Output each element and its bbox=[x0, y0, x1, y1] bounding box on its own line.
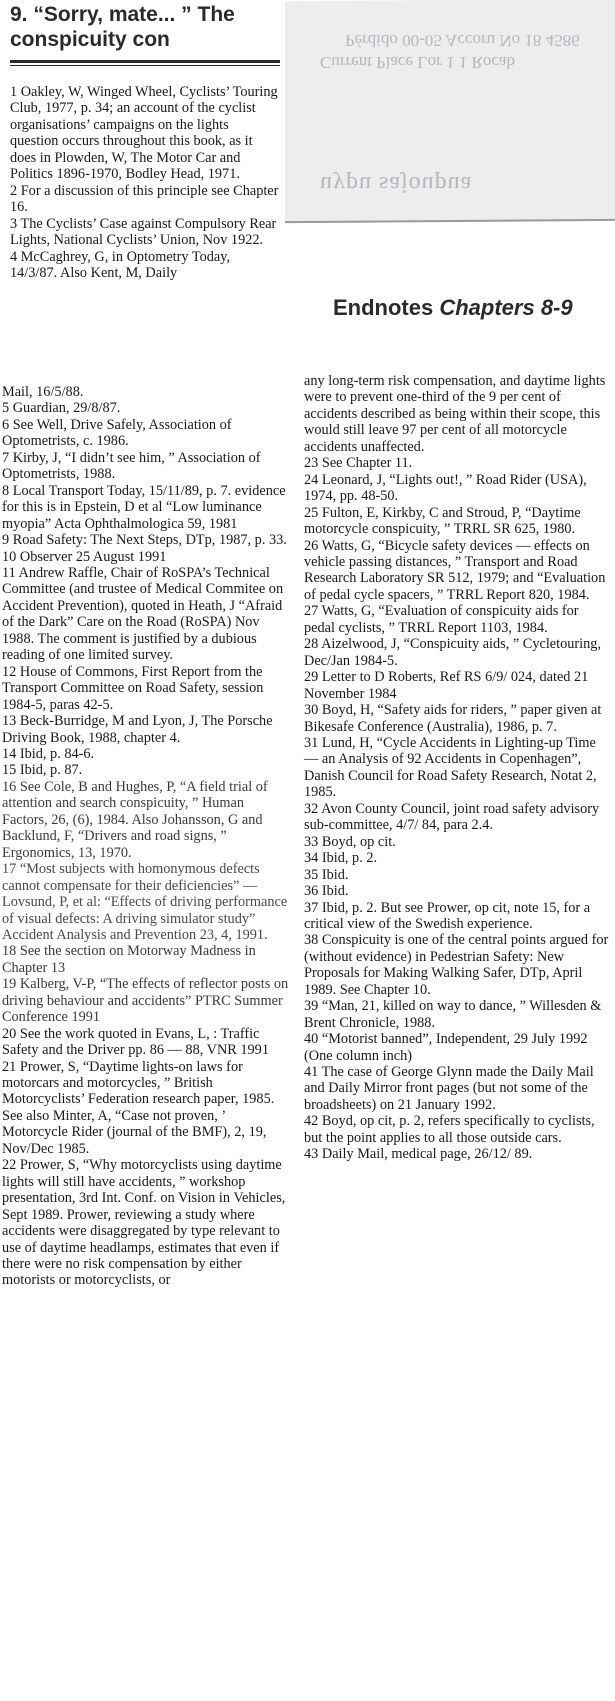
endnote: 2 For a discussion of this principle see Chapter 16. bbox=[10, 182, 279, 216]
endnote: 17 “Most subjects with homonymous defects cannot compensate for their deficiencies” — Lovsund, P, et al: “Effects of driving performance of visual defects: A driving simulator study” Accident Analysis and Prevention 23, 4, 1991. bbox=[2, 861, 288, 943]
endnote: 38 Conspicuity is one of the central points argued for (without evidence) in Pedestrian Safety: New Proposals for Making Walking Safer, DTp, April 1989. See Chapter 10. bbox=[304, 932, 609, 998]
endnote: 16 See Cole, B and Hughes, P, “A field trial of attention and search conspicuity, ” Human Factors, 26, (6), 1984. Also Johansson, G and Backlund, F, “Drivers and road signs, ” Ergonomics, 13, 1970. bbox=[2, 778, 268, 861]
endnote: 18 See the section on Motorway Madness in Chapter 13 bbox=[2, 943, 256, 976]
endnote: 13 Beck-Burridge, M and Lyon, J, The Porsche Driving Book, 1988, chapter 4. bbox=[2, 713, 273, 746]
endnote: 25 Fulton, E, Kirkby, C and Stroud, P, “Daytime motorcycle conspicuity, ” TRRL SR 625, 1980. bbox=[304, 504, 581, 538]
endnote: 19 Kalberg, V-P, “The effects of reflector posts on driving behaviour and accidents” PTRC Summer Conference 1991 bbox=[2, 976, 289, 1026]
endnote: 29 Letter to D Roberts, Ref RS 6/9/ 024, dated 21 November 1984 bbox=[304, 669, 589, 702]
endnote: 37 Ibid, p. 2. But see Prower, op cit, note 15, for a critical view of the Swedish experience. bbox=[304, 899, 591, 932]
endnotes-title bbox=[333, 295, 573, 321]
endnote: 40 “Motorist banned”, Independent, 29 July 1992 (One column inch) bbox=[304, 1031, 588, 1064]
bleed-through-text: uypu sajoupua bbox=[320, 171, 473, 197]
endnote: 9 Road Safety: The Next Steps, DTp, 1987, p. 33. bbox=[2, 532, 287, 549]
endnote: 7 Kirby, J, “I didn’t see him, ” Association of Optometrists, 1988. bbox=[2, 449, 261, 483]
endnote: 35 Ibid. bbox=[304, 866, 349, 883]
endnote: 1 Oakley, W, Winged Wheel, Cyclists’ Touring Club, 1977, p. 34; an account of the cyclist organisations’ campaigns on the lights question occurs throughout this book, as it does in Plowden, W, The Motor Car and Politics 1896-1970, Bodley Head, 1971. bbox=[10, 84, 278, 183]
notes-column-a bbox=[10, 84, 280, 281]
notes-column-b bbox=[2, 384, 292, 1289]
endnote: 23 See Chapter 11. bbox=[304, 455, 413, 472]
endnotes-title-main: Endnotes bbox=[333, 295, 440, 320]
endnote: 32 Avon County Council, joint road safety advisory sub-committee, 4/7/ 84, para 2.4. bbox=[304, 800, 600, 834]
endnote: 14 Ibid, p. 84-6. bbox=[2, 745, 95, 762]
endnote: 39 “Man, 21, killed on way to dance, ” Willesden & Brent Chronicle, 1988. bbox=[304, 998, 602, 1031]
endnote: 34 Ibid, p. 2. bbox=[304, 850, 378, 867]
endnote: 43 Daily Mail, medical page, 26/12/ 89. bbox=[304, 1146, 533, 1163]
endnote: 24 Leonard, J, “Lights out!, ” Road Rider (USA), 1974, pp. 48-50. bbox=[304, 471, 587, 505]
endnote: 11 Andrew Raffle, Chair of RoSPA’s Technical Committee (and trustee of Medical Commitee on Accident Prevention), quoted in Heath, J “Afraid of the Dark” Care on the Road (RoSPA) Nov 1988. The comment is justified by a dubious reading of one limited survey. bbox=[2, 564, 284, 664]
endnote: 20 See the work quoted in Evans, L, : Traffic Safety and the Driver pp. 86 — 88, VNR 1991 bbox=[2, 1025, 269, 1059]
endnote: any long-term risk compensation, and daytime lights were to prevent one-third of the 9 per cent of accidents described as being within their scope, this would still leave 97 per cent of all motorcycle accidents unaffected. bbox=[304, 373, 606, 455]
endnote: 5 Guardian, 29/8/87. bbox=[2, 400, 121, 417]
endnote: 30 Boyd, H, “Safety aids for riders, ” paper given at Bikesafe Conference (Australia), 1986, p. 7. bbox=[304, 702, 602, 735]
endnote: 4 McCaghrey, G, in Optometry Today, 14/3/87. Also Kent, M, Daily bbox=[10, 248, 231, 281]
endnote: 12 House of Commons, First Report from the Transport Committee on Road Safety, session 1984-5, paras 42-5. bbox=[2, 663, 264, 713]
endnote: 27 Watts, G, “Evaluation of conspicuity aids for pedal cyclists, ” TRRL Report 1103, 1984. bbox=[304, 603, 579, 636]
endnote: 42 Boyd, op cit, p. 2, refers specifically to cyclists, but the point applies to all those outside cars. bbox=[304, 1113, 595, 1146]
endnotes-title-italic: Chapters 8-9 bbox=[439, 295, 573, 320]
endnote: 21 Prower, S, “Daytime lights-on laws for motorcars and motorcycles, ” British Motorcyclists’ Federation research paper, 1985. See also Minter, A, “Case not proven, ’ Motorcycle Rider (journal of the BMF), 2, 19, Nov/Dec 1985. bbox=[2, 1058, 275, 1157]
endnote: 33 Boyd, op cit. bbox=[304, 833, 396, 850]
endnote: 41 The case of George Glynn made the Daily Mail and Daily Mirror front pages (but not some of the broadsheets) on 21 January 1992. bbox=[304, 1064, 594, 1113]
endnote: 26 Watts, G, “Bicycle safety devices — effects on vehicle passing distances, ” Transport and Road Research Laboratory SR 512, 1979; and “Evaluation of pedal cycle spacers, ” TRRL Report 820, 1984. bbox=[304, 537, 606, 603]
notes-column-c bbox=[304, 373, 612, 1163]
endnote: Mail, 16/5/88. bbox=[2, 384, 84, 400]
endnote: 36 Ibid. bbox=[304, 883, 349, 900]
heading-rule bbox=[10, 60, 280, 66]
endnote: 22 Prower, S, “Why motorcyclists using daytime lights will still have accidents, ” workshop presentation, 3rd Int. Conf. on Vision in Vehicles, Sept 1989. Prower, reviewing a study where accidents were disaggregated by type relevant to use of daytime headlamps, estimates that even if there were no risk compensation by either motorists or motorcyclists, or bbox=[2, 1157, 286, 1289]
endnote: 6 See Well, Drive Safely, Association of Optometrists, c. 1986. bbox=[2, 416, 232, 450]
bleed-through-text: Pérdido 00-05 Accoru No 18 4586 bbox=[345, 31, 580, 50]
endnote: 3 The Cyclists’ Case against Compulsory Rear Lights, National Cyclists’ Union, Nov 1922. bbox=[10, 215, 277, 249]
endnote: 10 Observer 25 August 1991 bbox=[2, 548, 167, 565]
endnote: 28 Aizelwood, J, “Conspicuity aids, ” Cycletouring, Dec/Jan 1984-5. bbox=[304, 636, 602, 669]
endnote: 31 Lund, H, “Cycle Accidents in Lighting-up Time — an Analysis of 92 Accidents in Copenhagen”, Danish Council for Road Safety Research, Notat 2, 1985. bbox=[304, 734, 597, 801]
endnote: 8 Local Transport Today, 15/11/89, p. 7. evidence for this is in Epstein, D et al “Low luminance myopia” Acta Ophthalmologica 59, 1981 bbox=[2, 482, 286, 532]
bleed-through-text: Current Place Lor 1 1 Rocab bbox=[320, 53, 515, 72]
chapter-heading: 9. “Sorry, mate... ” The conspicuity con bbox=[10, 3, 235, 51]
endnote: 15 Ibid, p. 87. bbox=[2, 762, 83, 779]
